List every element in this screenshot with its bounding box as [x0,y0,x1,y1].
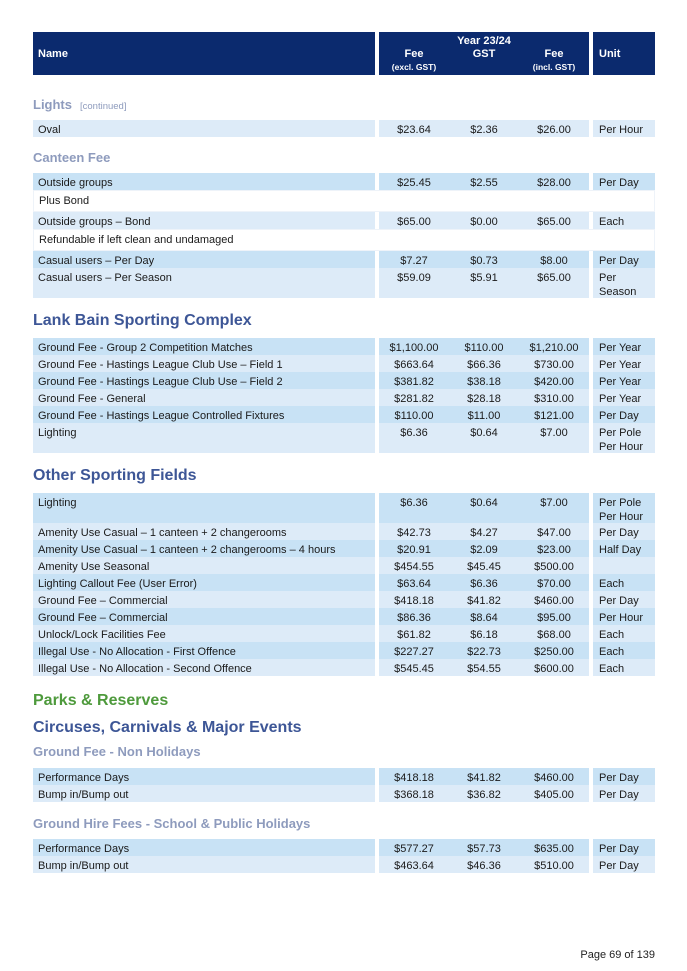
row-name: Ground Fee - Hastings League Club Use – Field 2 [38,376,283,388]
section-title-holidays: Ground Hire Fees - School & Public Holidays [33,816,311,831]
table-row [33,523,655,540]
lank-bain-table [33,338,655,453]
row-fee-inc: $460.00 [534,595,574,607]
row-fee: $65.00 [397,216,431,228]
header-fee-inc-sub: (incl. GST) [532,62,576,72]
table-row [33,608,655,625]
row-fee-inc: $310.00 [534,393,574,405]
row-unit [599,426,643,454]
table-row [33,372,655,389]
row-fee: $577.27 [394,843,434,855]
row-name: Amenity Use Casual – 1 canteen + 2 changerooms – 4 hours [38,544,336,556]
row-fee-inc: $600.00 [534,663,574,675]
row-name: Bump in/Bump out [38,789,129,801]
table-row [33,591,655,608]
row-fee-inc: $70.00 [537,578,571,590]
row-fee: $545.45 [394,663,434,675]
row-gst: $4.27 [470,527,498,539]
row-gst: $2.36 [470,124,498,136]
row-fee: $23.64 [397,124,431,136]
row-name: Lighting Callout Fee (User Error) [38,578,197,590]
row-fee-inc: $121.00 [534,410,574,422]
row-gst: $0.00 [470,216,498,228]
row-name: Oval [38,124,61,136]
row-note: Refundable if left clean and undamaged [39,234,234,246]
row-fee: $6.36 [400,497,428,509]
header-unit-cell [593,32,655,75]
row-fee-inc: $1,210.00 [529,342,579,354]
row-unit: Per Day [599,527,639,539]
row-fee-inc: $7.00 [540,427,568,439]
row-gst: $110.00 [464,342,504,354]
row-gst: $45.45 [467,561,501,573]
row-fee: $454.55 [394,561,434,573]
section-title-canteen: Canteen Fee [33,150,111,165]
row-fee-inc: $26.00 [537,124,571,136]
row-unit-line2: Per Hour [599,511,644,523]
row-name: Outside groups [38,177,113,189]
other-fields-table [33,493,655,676]
row-name: Performance Days [38,843,130,855]
row-fee: $381.82 [394,376,434,388]
table-row [33,574,655,591]
header-year-cell [379,32,589,75]
row-gst: $46.36 [467,860,501,872]
row-unit: Half Day [599,544,642,556]
table-note-row [33,229,655,251]
table-row [33,785,655,802]
row-gst: $0.64 [470,497,498,509]
row-name: Amenity Use Seasonal [38,561,150,573]
row-name: Ground Fee - General [38,393,146,405]
row-unit: Per Day [599,860,639,872]
row-name: Lighting [38,497,77,509]
row-fee: $418.18 [394,595,434,607]
row-gst: $36.82 [467,789,501,801]
table-row [33,173,655,190]
row-name: Ground Fee – Commercial [38,612,168,624]
row-unit: Per Day [599,410,639,422]
row-unit-line2: Season [599,286,637,298]
row-fee: $42.73 [397,527,431,539]
row-gst: $0.73 [470,255,498,267]
row-gst: $6.18 [470,629,498,641]
row-name: Ground Fee - Group 2 Competition Matches [38,342,253,354]
row-gst: $66.36 [467,359,501,371]
page-number: Page 69 of 139 [580,949,655,961]
row-fee: $663.64 [394,359,434,371]
row-fee-inc: $47.00 [537,527,571,539]
row-gst: $28.18 [467,393,501,405]
header-name-label: Name [38,48,68,60]
header-fee-label: Fee [404,48,424,60]
table-row [33,338,655,355]
row-fee: $227.27 [394,646,434,658]
row-fee: $418.18 [394,772,434,784]
row-name: Bump in/Bump out [38,860,129,872]
section-title-lights [33,97,126,112]
row-name: Ground Fee – Commercial [38,595,168,607]
row-gst: $8.64 [470,612,498,624]
non-holidays-table [33,768,655,802]
row-unit: Each [599,663,625,675]
row-unit: Per Day [599,177,639,189]
header-gst-label: GST [472,48,496,60]
table-row [33,642,655,659]
row-fee: $86.36 [397,612,431,624]
table-note-row [33,190,655,212]
table-row [33,625,655,642]
row-gst: $11.00 [467,410,501,422]
row-name: Illegal Use - No Allocation - Second Offence [38,663,252,675]
table-row [33,212,655,229]
row-fee-inc: $8.00 [540,255,568,267]
row-fee-inc: $420.00 [534,376,574,388]
row-unit: Per Day [599,255,639,267]
row-name: Performance Days [38,772,130,784]
row-name: Casual users – Per Season [38,272,172,284]
row-note: Plus Bond [39,195,90,207]
row-unit-line2: Per Hour [599,441,644,453]
row-fee: $463.64 [394,860,434,872]
row-name: Casual users – Per Day [38,255,155,267]
row-gst: $22.73 [467,646,501,658]
header-fee-sub: (excl. GST) [391,62,437,72]
row-name: Unlock/Lock Facilities Fee [38,629,166,641]
table-row [33,856,655,873]
row-unit: Per Day [599,772,639,784]
row-unit: Per Day [599,595,639,607]
row-fee: $281.82 [394,393,434,405]
row-fee-inc: $95.00 [537,612,571,624]
row-unit: Each [599,216,625,228]
row-unit-line1: Per [599,272,617,284]
section-title-lank-bain: Lank Bain Sporting Complex [33,312,252,329]
row-fee: $1,100.00 [389,342,439,354]
row-name: Amenity Use Casual – 1 canteen + 2 changerooms [38,527,287,539]
row-fee: $110.00 [394,410,434,422]
row-unit [599,496,643,524]
table-row [33,268,655,298]
row-fee-inc: $500.00 [534,561,574,573]
row-fee: $59.09 [397,272,431,284]
row-fee: $6.36 [400,427,428,439]
row-unit [599,271,636,299]
row-gst: $2.09 [470,544,498,556]
row-gst: $41.82 [467,772,501,784]
row-name: Ground Fee - Hastings League Club Use – Field 1 [38,359,283,371]
row-fee-inc: $730.00 [534,359,574,371]
row-gst: $2.55 [470,177,498,189]
row-unit: Per Year [599,376,642,388]
row-gst: $54.55 [467,663,501,675]
table-header [33,32,655,75]
row-gst: $0.64 [470,427,498,439]
row-gst: $41.82 [467,595,501,607]
row-gst: $38.18 [467,376,501,388]
row-fee-inc: $460.00 [534,772,574,784]
row-unit-line1: Per Pole [599,427,642,439]
table-row [33,557,655,574]
table-row [33,493,655,523]
row-unit: Per Year [599,359,642,371]
row-fee-inc: $23.00 [537,544,571,556]
row-unit: Each [599,629,625,641]
row-fee-inc: $510.00 [534,860,574,872]
row-unit: Per Hour [599,612,644,624]
table-row [33,120,655,137]
table-row [33,251,655,268]
header-name-cell [33,32,375,75]
row-name: Ground Fee - Hastings League Controlled Fixtures [38,410,285,422]
row-unit: Per Day [599,843,639,855]
table-row [33,659,655,676]
table-row [33,768,655,785]
table-row [33,406,655,423]
row-fee: $61.82 [397,629,431,641]
table-row [33,839,655,856]
row-unit-line1: Per Pole [599,497,642,509]
row-fee-inc: $28.00 [537,177,571,189]
row-unit: Each [599,578,625,590]
row-fee-inc: $7.00 [540,497,568,509]
row-unit: Per Year [599,393,642,405]
row-fee-inc: $635.00 [534,843,574,855]
row-fee-inc: $250.00 [534,646,574,658]
row-fee: $368.18 [394,789,434,801]
row-gst: $5.91 [470,272,498,284]
row-fee: $7.27 [400,255,428,267]
row-fee: $63.64 [397,578,431,590]
row-gst: $57.73 [467,843,501,855]
lights-title: Lights [33,97,72,112]
canteen-table [33,173,655,298]
row-unit: Each [599,646,625,658]
table-row [33,540,655,557]
row-fee-inc: $65.00 [537,272,571,284]
row-fee-inc: $65.00 [537,216,571,228]
header-unit-label: Unit [599,48,621,60]
row-unit: Per Day [599,789,639,801]
holidays-table [33,839,655,873]
header-year-label: Year 23/24 [457,35,511,47]
section-title-non-holidays: Ground Fee - Non Holidays [33,744,201,759]
table-row [33,423,655,453]
row-name: Illegal Use - No Allocation - First Offence [38,646,236,658]
section-title-circuses: Circuses, Carnivals & Major Events [33,719,302,736]
table-row [33,389,655,406]
header-fee-inc-label: Fee [544,48,564,60]
row-name: Lighting [38,427,77,439]
section-title-other-fields: Other Sporting Fields [33,467,197,484]
table-row [33,355,655,372]
section-title-parks: Parks & Reserves [33,692,169,709]
row-fee-inc: $405.00 [534,789,574,801]
row-fee-inc: $68.00 [537,629,571,641]
lights-table [33,120,655,137]
row-fee: $20.91 [397,544,431,556]
row-unit: Per Year [599,342,642,354]
row-unit: Per Hour [599,124,644,136]
row-name: Outside groups – Bond [38,216,151,228]
lights-continued: [continued] [80,101,127,112]
row-gst: $6.36 [470,578,498,590]
row-fee: $25.45 [397,177,431,189]
